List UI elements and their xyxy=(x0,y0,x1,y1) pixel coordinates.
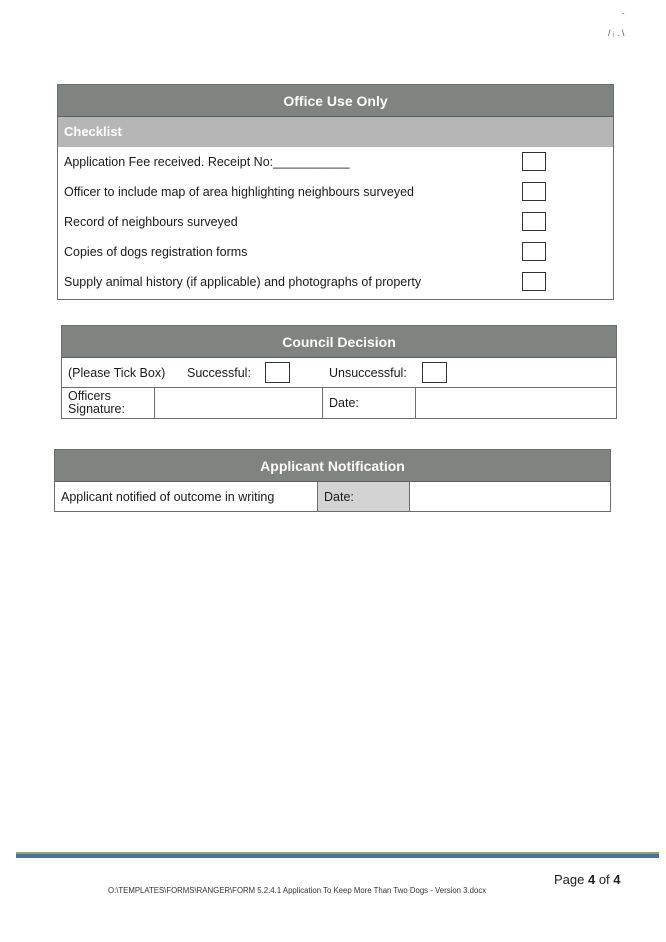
checklist-header: Checklist xyxy=(58,117,613,147)
checklist-item-label: Record of neighbours surveyed xyxy=(64,215,238,229)
checkbox[interactable] xyxy=(522,152,546,171)
checklist-item xyxy=(58,147,613,177)
office-use-title: Office Use Only xyxy=(58,85,613,117)
notified-label: Applicant notified of outcome in writing xyxy=(61,489,275,504)
scan-mark: / ᵢ . \ xyxy=(608,28,625,38)
checkbox[interactable] xyxy=(522,212,546,231)
checklist-item xyxy=(58,177,613,207)
applicant-notification-title: Applicant Notification xyxy=(55,450,610,482)
decision-date-label: Date: xyxy=(322,388,415,418)
council-decision-title: Council Decision xyxy=(62,326,616,358)
notification-date-label: Date: xyxy=(317,482,409,511)
checkbox[interactable] xyxy=(522,272,546,291)
checklist-item-label: Application Fee received. Receipt No:___________ xyxy=(64,155,350,169)
unsuccessful-checkbox[interactable] xyxy=(422,362,447,383)
successful-checkbox[interactable] xyxy=(265,362,290,383)
page-number xyxy=(554,872,621,887)
checkbox[interactable] xyxy=(522,242,546,261)
page-of: of xyxy=(595,872,614,887)
checklist-item-label: Supply animal history (if applicable) and photographs of property xyxy=(64,275,422,289)
unsuccessful-label: Unsuccessful: xyxy=(329,366,407,380)
footer-divider xyxy=(16,852,659,858)
decision-date-field[interactable] xyxy=(415,388,616,418)
applicant-notification-panel xyxy=(54,449,611,512)
signature-field[interactable] xyxy=(154,388,322,418)
file-path: O:\TEMPLATES\FORMS\RANGER\FORM 5.2.4.1 Application To Keep More Than Two Dogs - Version 3.docx xyxy=(108,886,487,895)
checklist-item xyxy=(58,207,613,237)
council-decision-panel xyxy=(61,325,617,419)
tick-row xyxy=(62,358,616,388)
page-prefix: Page xyxy=(554,872,588,887)
checklist-item xyxy=(58,267,613,297)
office-use-panel xyxy=(57,84,614,300)
scan-mark: ` xyxy=(622,12,625,22)
checklist-item-label: Officer to include map of area highlighting neighbours surveyed xyxy=(64,185,414,199)
signature-label: Officers Signature: xyxy=(68,389,125,416)
notification-row xyxy=(55,482,610,511)
tick-instruction: (Please Tick Box) xyxy=(68,366,166,380)
signature-row xyxy=(62,388,616,418)
checkbox[interactable] xyxy=(522,182,546,201)
successful-label: Successful: xyxy=(187,366,251,380)
checklist-item xyxy=(58,237,613,267)
page-total: 4 xyxy=(613,872,621,887)
notification-date-field[interactable] xyxy=(409,482,610,511)
page-current: 4 xyxy=(587,872,596,887)
checklist-item-label: Copies of dogs registration forms xyxy=(64,245,248,259)
